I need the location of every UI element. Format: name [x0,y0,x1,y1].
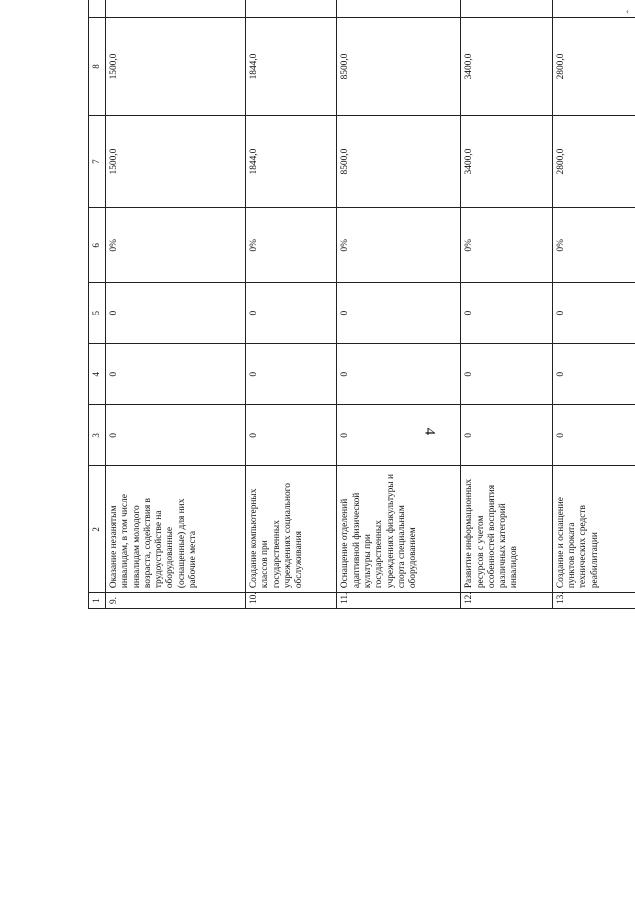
table-row [552,0,635,609]
row-number: 9. [106,593,246,609]
col7-amount: 1844,0 [246,115,337,208]
col3-value: 0 [337,405,461,466]
col3-value: 0 [552,405,635,466]
header-cell: 3 [89,405,106,466]
col5-value: 0 [461,283,552,344]
header-row [89,0,106,609]
header-cell: 2 [89,466,106,593]
col7-amount: 3400,0 [461,115,552,208]
table-row [461,0,552,609]
header-cell: 6 [89,208,106,283]
col7-amount: 2800,0 [552,115,635,208]
col8-amount: 1844,0 [246,18,337,115]
header-cell [89,0,106,18]
col8-amount: 8500,0 [337,18,461,115]
col4-value: 0 [106,344,246,405]
col3-value: 0 [246,405,337,466]
table-row [246,0,337,609]
col9-percent [552,0,635,18]
col5-value: 0 [337,283,461,344]
col4-value: 0 [461,344,552,405]
col8-amount: 3400,0 [461,18,552,115]
measure-name: Создание компьютерных классов при государственных учреждениях социального обслуживания [246,466,337,593]
col6-percent: 0% [337,208,461,283]
col9-percent [337,0,461,18]
col7-amount: 8500,0 [337,115,461,208]
measure-name: Оказание незанятым инвалидам, в том числе инвалидам молодого возраста, содействия в трудоустройстве на оборудованные (оснащенные) для них рабочие места [106,466,246,593]
page-number: 4 [421,427,438,436]
row-number: 13. [552,593,635,609]
header-cell: 7 [89,115,106,208]
header-cell: 5 [89,283,106,344]
header-cell: 4 [89,344,106,405]
table-row [106,0,246,609]
col4-value: 0 [337,344,461,405]
measure-name: Развитие информационных ресурсов с учетом особенностей восприятия различных категорий инвалидов [461,466,552,593]
col6-percent: 0% [246,208,337,283]
col5-value: 0 [552,283,635,344]
col6-percent: 0% [106,208,246,283]
col5-value: 0 [246,283,337,344]
col8-amount: 1500,0 [106,18,246,115]
row-number: 12. [461,593,552,609]
program-table [88,0,635,609]
table-row [337,0,461,609]
rotated-table-container [88,53,635,609]
col8-amount: 2800,0 [552,18,635,115]
measure-name: Создание и оснащение пунктов проката технических средств реабилитации [552,466,635,593]
row-number: 10. [246,593,337,609]
corner-mark: ‹ [626,6,629,16]
header-cell: 1 [89,593,106,609]
col3-value: 0 [461,405,552,466]
col6-percent: 0% [552,208,635,283]
col9-percent [246,0,337,18]
col3-value: 0 [106,405,246,466]
header-cell: 8 [89,18,106,115]
measure-name: Оснащение отделений адаптивной физической культуры при государственных учреждениях физкультуры и спорта специальным оборудованием [337,466,461,593]
col7-amount: 1500,0 [106,115,246,208]
col9-percent [461,0,552,18]
col9-percent [106,0,246,18]
col5-value: 0 [106,283,246,344]
row-number: 11. [337,593,461,609]
col6-percent: 0% [461,208,552,283]
col4-value: 0 [246,344,337,405]
col4-value: 0 [552,344,635,405]
